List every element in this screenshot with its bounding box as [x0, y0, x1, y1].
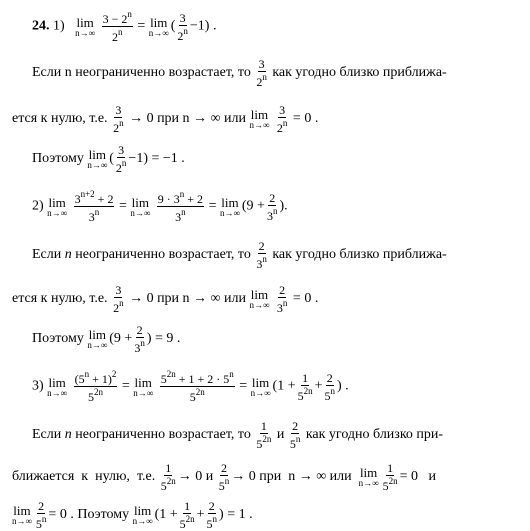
part3-text-line1: Если n неограниченно возрастает, то $\frac{1}{5^{2n}}$ и $\frac{2}{5^n}$ как угодно близко при- — [32, 419, 444, 451]
limit: lim n→∞ — [130, 194, 151, 218]
fraction: $\frac{1}{5^{2n}}$ — [382, 461, 398, 493]
part2-text-line2: ется к нулю, т.е. $\frac{3}{2^n}$ → 0 при n → ∞ или lim n→∞ $\frac{2}{3^n}$ = 0 . — [12, 283, 319, 315]
limit: lim n→∞ — [250, 374, 271, 398]
fraction: $\frac{3 - 2^n}{2^n}$ — [102, 9, 132, 44]
fraction: $\frac{3}{2^n}$ — [276, 103, 288, 135]
limit: lim n→∞ — [219, 194, 240, 218]
fraction: $\frac{3^{n+2} + 2}{3^n}$ — [74, 189, 114, 224]
fraction: $\frac{1}{5^{2n}}$ — [256, 419, 272, 451]
limit: lim n→∞ — [249, 107, 270, 130]
limit: lim n→∞ — [47, 194, 68, 218]
fraction: $\frac{1}{5^{2n}}$ — [179, 499, 195, 531]
limit: lim n→∞ — [47, 374, 68, 398]
fraction: $\frac{2}{5^n}$ — [289, 419, 301, 451]
limit: lim n→∞ — [87, 147, 108, 170]
fraction: $\frac{2}{5^n}$ — [218, 461, 230, 493]
limit: lim n→∞ — [358, 465, 379, 488]
fraction: $\frac{2}{5^n}$ — [35, 499, 47, 531]
fraction: $\frac{5^{2n} + 1 + 2 \cdot 5^n}{5^{2n}}$ — [160, 369, 234, 404]
limit: lim n→∞ — [75, 14, 96, 38]
fraction: $\frac{(5^n + 1)^2}{5^{2n}}$ — [74, 369, 117, 404]
limit: lim n→∞ — [133, 374, 154, 398]
part2-result: Поэтому lim n→∞ (9 + $\frac{2}{3^n}$ ) = 9 . — [32, 323, 181, 355]
fraction: $\frac{1}{5^{2n}}$ — [297, 370, 313, 403]
part2-text-line1: Если n неограниченно возрастает, то $\frac{2}{3^n}$ как угодно близко приближа- — [32, 239, 447, 271]
fraction: $\frac{1}{5^{2n}}$ — [160, 461, 176, 493]
limit: lim n→∞ — [148, 14, 169, 38]
fraction: $\frac{2}{3^n}$ — [266, 190, 278, 223]
part1-text-line1: Если n неограниченно возрастает, то $\frac{3}{2^n}$ как угодно близко приближа- — [32, 57, 447, 89]
part1-label: 1) — [53, 18, 65, 34]
part3-statement: 3) lim n→∞ $\frac{(5^n + 1)^2}{5^{2n}}$ = lim n→∞ $\frac{5^{2n} + 1 + 2 \cdot 5^n}{5^{2n}}$ = lim n→∞ (1 + $\frac{1}{5^{2n}}$ + $\frac{2}{5^n}$ ) . — [32, 369, 349, 404]
limit: lim n→∞ — [12, 503, 32, 526]
part3-label: 3) — [32, 378, 44, 394]
fraction: $\frac{2}{5^n}$ — [206, 499, 218, 531]
part1-text-line2: ется к нулю, т.е. $\frac{3}{2^n}$ → 0 при n → ∞ или lim n→∞ $\frac{3}{2^n}$ = 0 . — [12, 103, 319, 135]
part2-label: 2) — [32, 198, 44, 214]
part1-statement: 24. 1) lim n→∞ $\frac{3 - 2^n}{2^n}$ = lim n→∞ ( $\frac{3}{2^n}$ −1) . — [32, 9, 217, 44]
fraction: $\frac{3}{2^n}$ — [177, 10, 188, 43]
limit: lim n→∞ — [132, 503, 153, 526]
fraction: $\frac{2}{3^n}$ — [134, 323, 145, 355]
limit: lim n→∞ — [87, 327, 108, 350]
fraction: $\frac{3}{2^n}$ — [113, 103, 124, 135]
fraction: $\frac{3}{2^n}$ — [113, 283, 124, 315]
fraction: $\frac{9 \cdot 3^n + 2}{3^n}$ — [157, 189, 204, 224]
limit: lim n→∞ — [249, 287, 270, 310]
fraction: $\frac{2}{3^n}$ — [256, 239, 267, 271]
fraction: $\frac{2}{3^n}$ — [276, 283, 288, 315]
part1-result: Поэтому lim n→∞ ( $\frac{3}{2^n}$ −1) = −1 . — [32, 143, 185, 175]
part3-result: lim n→∞ $\frac{2}{5^n}$ = 0 . Поэтому lim n→∞ (1 + $\frac{1}{5^{2n}}$ + $\frac{2}{5^n}$ ) = 1 . — [12, 499, 253, 531]
fraction: $\frac{3}{2^n}$ — [256, 57, 267, 89]
problem-number: 24. — [32, 18, 50, 34]
fraction: $\frac{3}{2^n}$ — [115, 143, 127, 175]
fraction: $\frac{2}{5^n}$ — [324, 370, 336, 403]
part2-statement: 2) lim n→∞ $\frac{3^{n+2} + 2}{3^n}$ = lim n→∞ $\frac{9 \cdot 3^n + 2}{3^n}$ = lim n→∞ (9 + $\frac{2}{3^n}$ ). — [32, 189, 288, 224]
part3-text-line2: ближается к нулю, т.е. $\frac{1}{5^{2n}}$ → 0 и $\frac{2}{5^n}$ → 0 при n → ∞ или lim n→∞ $\frac{1}{5^{2n}}$ = 0 и — [12, 461, 436, 493]
